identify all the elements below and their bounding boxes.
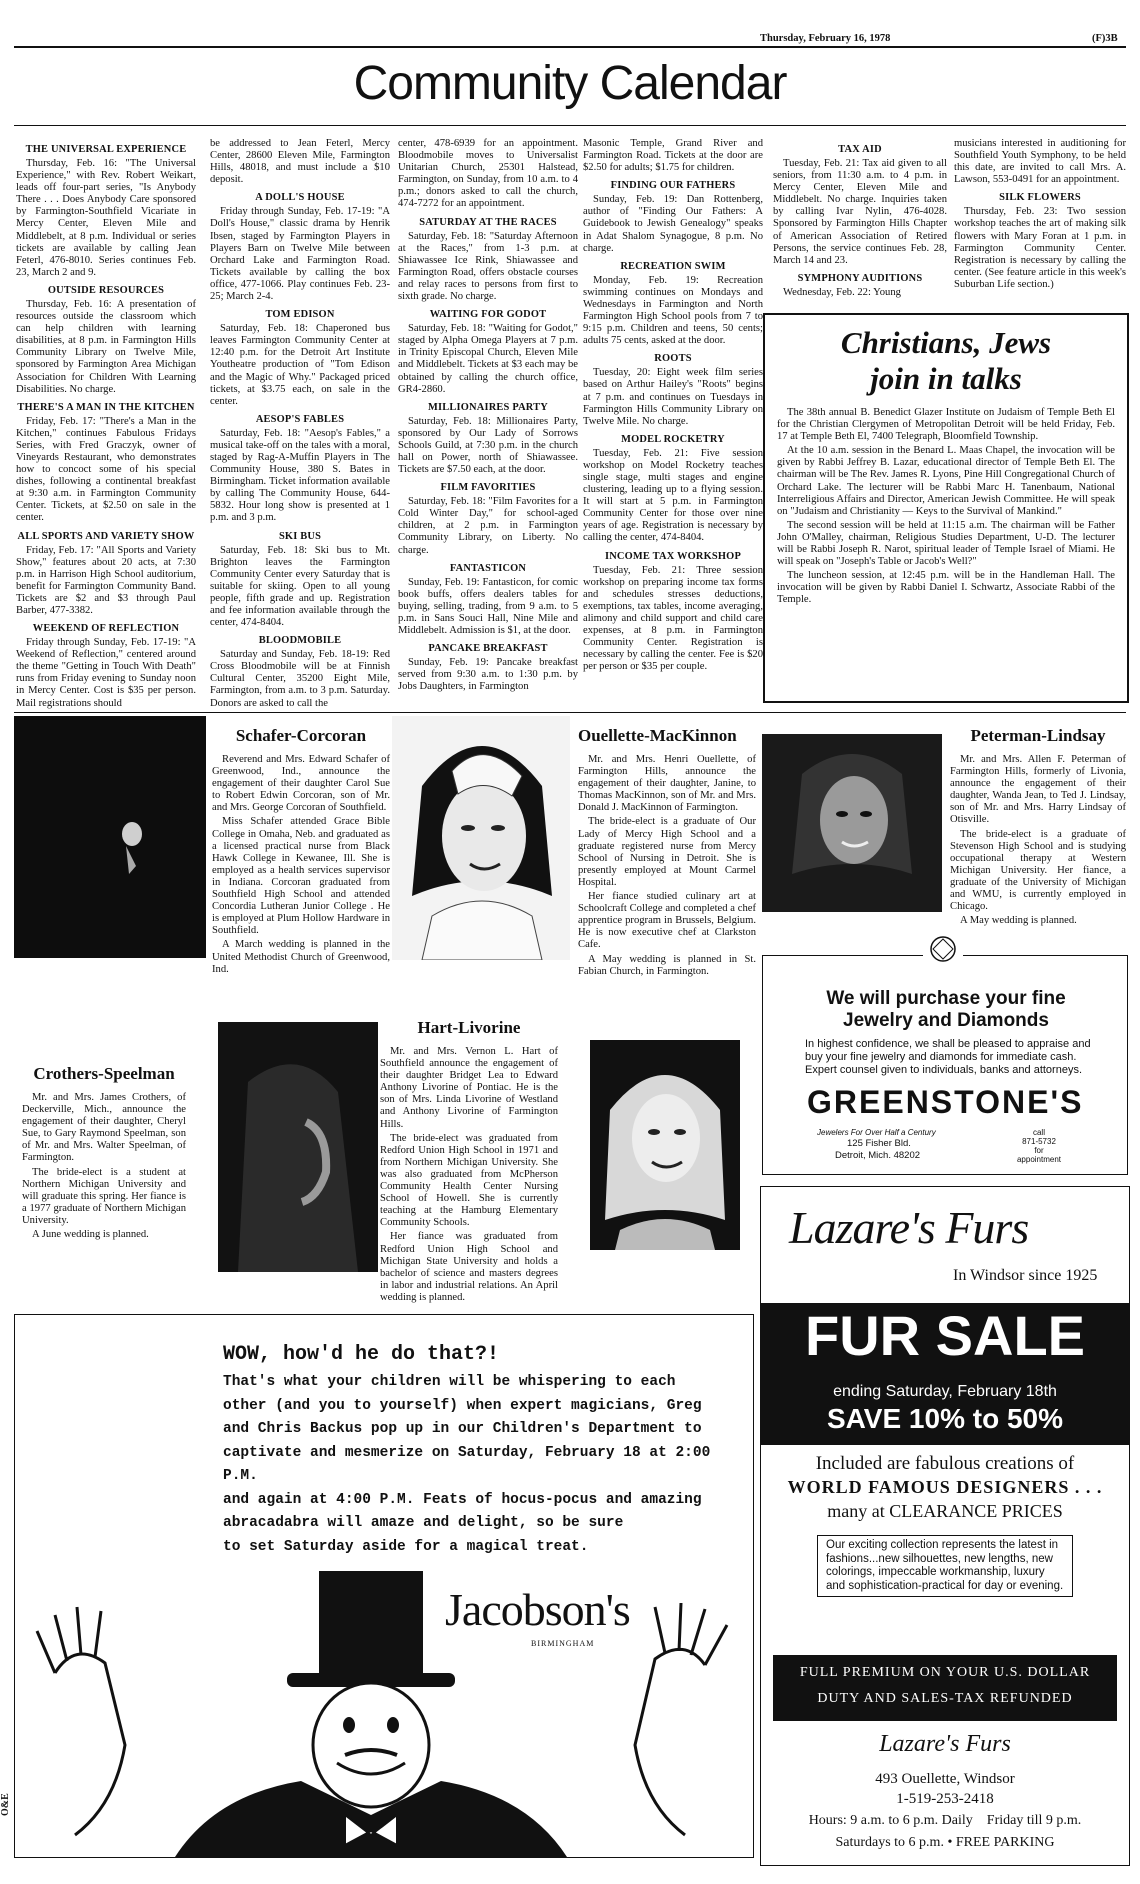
event-title: SILK FLOWERS [999, 192, 1081, 204]
event-title: AESOP'S FABLES [255, 413, 345, 425]
lazares-line-2: WORLD FAMOUS DESIGNERS . . . [787, 1477, 1103, 1497]
event-title: PANCAKE BREAKFAST [428, 643, 548, 655]
jacobsons-city: BIRMINGHAM [531, 1639, 595, 1648]
ouellette-paragraph: Mr. and Mrs. Henri Ouellette, of Farmington Hills, announce the engagement of their daughter, Janine, to Thomas MacKinnon, son of Mr. and Mrs. Donald J. MacKinnon of Farmington. [578, 754, 756, 814]
jacobsons-line: to set Saturday aside for a magical treat. [223, 1538, 589, 1555]
event-title: SKI BUS [278, 530, 322, 542]
event-title: TAX AID [838, 144, 882, 155]
event-title: BLOODMOBILE [258, 635, 342, 647]
ouellette-title: Ouellette-MacKinnon [578, 726, 737, 745]
event-body: Sunday, Feb. 19: Fantasticon, for comic book buffs, offers dealers tables for buying, selling, trading, from 9 a.m. to 5 p.m. in Sans Souci Hall, Nine Mile and Middlebelt. Admission is $1, at the door. [398, 576, 578, 636]
schafer-portrait-image [14, 716, 206, 958]
crothers-paragraph: The bride-elect is a student at Northern Michigan University and will graduate this spring. Her fiance is a 1977 graduate of Northern Michigan University. [22, 1166, 186, 1226]
fur-sale-save: SAVE 10% to 50% [826, 1403, 1064, 1434]
margin-code: O&E [0, 1793, 11, 1816]
calendar-column-5 [773, 138, 947, 301]
crest-icon [923, 934, 963, 964]
event-body: Saturday, Feb. 18: "Waiting for Godot," staged by Alpha Omega Players at 7 p.m. in Trinity Episcopal Church, Eleven Mile and Middlebelt. Tickets at $3 each may be obtained by calling the church office, GR4-2860. [398, 323, 578, 395]
event-title: FINDING OUR FATHERS [610, 180, 736, 192]
premium-line-1: FULL PREMIUM ON YOUR U.S. DOLLAR [799, 1665, 1091, 1680]
event-body: Friday through Sunday, Feb. 17-19: "A Doll's House," classic drama by Henrik Ibsen, staged by Farmington Players in Players Barn on Twelve Mile between Orchard Lake and Farmington Road. Tickets available by calling the box office, 477-1066. Play continues Feb. 23-25; March 2-4. [210, 206, 390, 303]
event-body: Saturday, Feb. 18: "Saturday Afternoon at the Races," from 1-3 p.m. at Shiawassee Ice Rink, Shiawassee and Farmington Road, offers obstacle courses and relay races to persons from first to sixth grade. No charge. [398, 230, 578, 303]
event-body: be addressed to Jean Feterl, Mercy Center, 28600 Eleven Mile, Farmington Hills, 48018, and must include a $10 deposit. [210, 138, 390, 186]
greenstone-call [1009, 1128, 1069, 1164]
event-title: RECREATION SWIM [620, 260, 726, 272]
jacobsons-headline: WOW, how'd he do that?! [223, 1343, 500, 1366]
jacobsons-line: and Chris Backus pop up in our Children's Department to [223, 1421, 702, 1437]
crothers-announcement [22, 1064, 186, 1243]
event-title: MODEL ROCKETRY [621, 433, 725, 445]
lazares-logo: Lazare's Furs [789, 1202, 1029, 1253]
calendar-column-4 [583, 138, 763, 675]
event-title: A DOLL'S HOUSE [255, 192, 345, 204]
lazares-line-1: Included are fabulous creations of [815, 1453, 1075, 1474]
event-body: Friday through Sunday, Feb. 17-19: "A Weekend of Reflection," centered around the theme "Getting in Touch With Death" runs from Friday evening to Sunday noon in Mercy Center. Cost is $35 per person. Mail registrations should [16, 637, 196, 709]
schafer-paragraph: Miss Schafer attended Grace Bible College in Omaha, Neb. and graduated as a licensed practical nurse from Black Hawk College in Kewanee, Ill. She is employed as a health services supervisor in Indiana. Corcoran graduated from Southfield High School and attended Concordia Lutheran Junior College . He is employed at Plum Hollow Hardware in Southfield. [212, 816, 390, 937]
event-body: center, 478-6939 for an appointment. Bloodmobile moves to Universalist Unitarian Church, 25301 Halstead, Farmington, on Sunday, from 10 a.m. to 4 p.m.; donors asked to call the church, 474-7272 for an appointment. [398, 138, 578, 210]
jacobsons-logo: Jacobson's [445, 1584, 630, 1635]
hart-paragraph: Her fiance was graduated from Redford Union High School and Michigan State University and holds a bachelor of science and masters degrees in labor and industrial relations. An April wedding is planned. [380, 1231, 558, 1303]
christians-jews-body [777, 407, 1115, 607]
event-body: Friday, Feb. 17: "All Sports and Variety Show," features about 20 acts, at 7:30 p.m. in Harrison High School auditorium, benefit for Farmington Community Band. Tickets are $2 and $3 through Paul Barber, 477-3382. [16, 544, 196, 616]
event-body: Thursday, Feb. 23: Two session workshop teaches the art of making silk flowers with Mary Foran at 1 p.m. in Farmington Community Center. Registration is necessary by calling the center. (See feature article in this week's Suburban Life section.) [954, 206, 1126, 290]
greenstone-call-4: appointment [1016, 1155, 1062, 1164]
page-number: (F)3B [1092, 33, 1118, 44]
christians-jews-paragraph: The 38th annual B. Benedict Glazer Institute on Judaism of Temple Beth El for the Christian Clergymen of Metropolitan Detroit will be held Friday, Feb. 17 at Temple Beth El, 7400 Telegraph, Bloomfield Township. [777, 407, 1115, 443]
hart-paragraph: Mr. and Mrs. Vernon L. Hart of Southfield announce the engagement of their daughter Bridget Lea to Edward Anthony Livorine of Pontiac. He is the son of Mrs. Linda Livorine of Westland and Anthony Livorine of Farmington Hills. [380, 1046, 558, 1130]
ouellette-paragraph: A May wedding is planned in St. Fabian Church, in Farmington. [578, 953, 756, 977]
hart-portrait-image [590, 1040, 740, 1250]
greenstone-name: GREENSTONE'S [807, 1084, 1084, 1120]
crothers-title: Crothers-Speelman [33, 1064, 175, 1083]
jacobsons-line: captivate and mesmerize on Saturday, February 18 at 2:00 P.M. [223, 1444, 711, 1484]
fur-sale-banner: FUR SALE [805, 1304, 1085, 1367]
hart-paragraph: The bride-elect was graduated from Redford Union High School in 1971 and from Northern Michigan University. She was also graduated from McPherson Community Health Center Nursing School of Howell. She is currently teaching at the Hamburg Elementary Community Schools. [380, 1132, 558, 1229]
crothers-paragraph: A June wedding is planned. [32, 1229, 149, 1241]
title-rule [14, 125, 1126, 126]
event-title: OUTSIDE RESOURCES [47, 284, 165, 296]
crothers-paragraph: Mr. and Mrs. James Crothers, of Deckerville, Mich., announce the engagement of their daughter, Cheryl Sue, to Gary Raymond Speelman, son of Mr. and Mrs. Walter Speelman, of Farmington. [22, 1092, 186, 1164]
peterman-announcement [950, 726, 1126, 929]
hart-announcement [380, 1018, 558, 1306]
event-title: SATURDAY AT THE RACES [419, 216, 557, 228]
jacobsons-body [223, 1371, 743, 1559]
lazares-hours-1: Hours: 9 a.m. to 6 p.m. Daily Friday till 9 p.m. [808, 1813, 1082, 1828]
hart-title: Hart-Livorine [417, 1018, 521, 1037]
event-body: Thursday, Feb. 16: "The Universal Experience," with Rev. Robert Weikart, leads off four-part series, "Is Anybody There . . . Does Anybody Care sponsored by Farmington-Southfield Vicariate in Mercy Center, Eleven Mile and Middlebelt, at 8 p.m. Individual or series tickets are available by calling Jean Feterl, 476-8010. Series continues Feb. 23, March 2 and 9. [16, 158, 196, 278]
masthead-date: Thursday, February 16, 1978 [760, 33, 891, 44]
greenstone-address-2: Detroit, Mich. 48202 [835, 1150, 921, 1161]
fur-sale-ending: ending Saturday, February 18th [833, 1383, 1057, 1400]
schafer-photo [14, 716, 206, 958]
event-body: Friday, Feb. 17: "There's a Man in the Kitchen," continues Fabulous Fridays Series, with Fred Graczyk, owner of Vineyards Restaurant, who demonstrates how to concoct some of his special dishes, following a continental breakfast at 9:30 a.m. in Farmington Community Center. Tickets, at $2.50 on sale in the center. [16, 415, 196, 524]
christians-jews-paragraph: The second session will be held at 11:15 a.m. The chairman will be Father John O'Malley, chairman, Religious Studies Department, U-D. The lecturer will be Rabbi Joseph R. Narot, spiritual leader of Temple Israel of Miami. He will speak on "Joseph's Table or Jacob's Well?" [777, 519, 1115, 568]
calendar-column-6 [954, 138, 1126, 293]
greenstone-headline-2: Jewelry and Diamonds [843, 1010, 1049, 1031]
peterman-paragraph: The bride-elect is a graduate of Stevenson High School and is studying occupational therapy at Western Michigan University. Her fiance, a graduate of the University of Michigan and WMU, is currently employed in Chicago. [950, 828, 1126, 913]
greenstone-call-3: for [1034, 1146, 1044, 1155]
page-title: Community Calendar [353, 57, 787, 110]
event-body: Saturday, Feb. 18: "Aesop's Fables," a musical take-off on the tales with a moral, staged by Rag-A-Muffin Players in The Community House, 380 S. Bates in Birmingham. Ticket information available by calling The Community House, 644-5832. Hour long show is presented at 1 p.m. and 3 p.m. [210, 427, 390, 524]
lazares-phone: 1-519-253-2418 [896, 1791, 994, 1807]
greenstone-call-1: call [1032, 1128, 1045, 1137]
event-body: Sunday, Feb. 19: Pancake breakfast served from 9:30 a.m. to 1:30 p.m. by Jobs Daughters, in Farmington [398, 657, 578, 693]
crothers-photo [218, 1022, 378, 1272]
event-title: THE UNIVERSAL EXPERIENCE [25, 144, 187, 155]
magician-illustration [15, 1545, 753, 1857]
section-rule [14, 712, 1126, 713]
jacobsons-ad [14, 1314, 754, 1858]
event-body: Saturday, Feb. 18: Millionaires Party, sponsored by Our Lady of Sorrows Schools Guild, at 7:30 p.m. in the church hall on Power, north of Shiawassee. Tickets are $7.50 each, at the door. [398, 415, 578, 476]
greenstone-body: In highest confidence, we shall be pleased to appraise and buy your fine jewelry and diamonds for immediate cash. Expert counsel given to individuals, banks and attorneys. [805, 1038, 1091, 1076]
christians-jews-paragraph: The luncheon session, at 12:45 p.m. will be in the Handleman Hall. The invocation will be given by Rabbi Daniel I. Schwartz, Associate Rabbi of the Temple. [777, 570, 1115, 606]
schafer-title: Schafer-Corcoran [235, 726, 367, 745]
event-body: Wednesday, Feb. 22: Young [783, 286, 901, 298]
event-body: Saturday, Feb. 18: Ski bus to Mt. Brighton leaves the Farmington Community Center every Saturday that is suitable for skiing. Open to all young people, fifth grade and up. Registration and fee information available through the center, 474-8404. [210, 544, 390, 629]
event-title: INCOME TAX WORKSHOP [604, 550, 741, 562]
lazares-since: In Windsor since 1925 [953, 1267, 1098, 1284]
christians-jews-box [763, 313, 1129, 703]
calendar-column-1 [16, 138, 196, 712]
premium-line-2: DUTY AND SALES-TAX REFUNDED [817, 1691, 1073, 1706]
ouellette-paragraph: The bride-elect is a graduate of Our Lady of Mercy High School and a graduate registered nurse from Mercy School of Nursing in Detroit. She is presently employed at Mount Carmel Hospital. [578, 816, 756, 888]
schafer-paragraph: Reverend and Mrs. Edward Schafer of Greenwood, Ind., announce the engagement of their daughter Carol Sue to Robert Edwin Corcoran, son of Mr. and Mrs. George Corcoran of Southfield. [212, 754, 390, 814]
schafer-announcement [212, 726, 390, 978]
greenstone-tagline: Jewelers For Over Half a Century [817, 1128, 936, 1137]
jacobsons-line: abracadabra will amaze and delight, so be sure [223, 1515, 624, 1531]
jacobsons-line: That's what your children will be whispering to each [223, 1374, 676, 1390]
event-title: THERE'S A MAN IN THE KITCHEN [17, 401, 195, 413]
ouellette-photo [392, 716, 570, 960]
greenstone-call-2: 871-5732 [1022, 1137, 1056, 1146]
calendar-column-2 [210, 138, 390, 712]
lazares-address: 493 Ouellette, Windsor [875, 1771, 1015, 1787]
event-body: Sunday, Feb. 19: Dan Rottenberg, author of "Finding Our Fathers: A Guidebook to Jewish Genealogy" speaks in Adat Shalom Synagogue, 8 p.m. No charge. [583, 194, 763, 254]
peterman-portrait-image [762, 734, 942, 912]
event-title: TOM EDISON [265, 309, 335, 321]
lazares-line-3: many at CLEARANCE PRICES [827, 1501, 1063, 1521]
event-body: Saturday, Feb. 18: Chaperoned bus leaves Farmington Community Center at 12:40 p.m. for the Detroit Art Institute Youtheatre production of "Tom Edison and the Magic of Why." Packaged priced tickets, at $3.75 each, on sale in the center. [210, 323, 390, 407]
event-title: SYMPHONY AUDITIONS [797, 272, 923, 284]
event-title: WAITING FOR GODOT [429, 309, 547, 321]
lazares-hours-2: Saturdays to 6 p.m. • FREE PARKING [835, 1835, 1055, 1850]
event-body: Thursday, Feb. 16: A presentation of resources outside the classroom which can help children with learning disabilities, at 8 p.m. in Farmington Hills Community Library on Twelve Mile, sponsored by Farmington Area Michigan Association for Children With Learning Disabilities. No charge. [16, 298, 196, 395]
lazares-ad [760, 1186, 1130, 1866]
event-title: FILM FAVORITIES [440, 482, 536, 494]
jacobsons-line: other (and you to yourself) when expert magicians, Greg [223, 1397, 702, 1414]
event-title: ALL SPORTS AND VARIETY SHOW [17, 530, 195, 542]
lazares-logo-small: Lazare's Furs [879, 1731, 1011, 1757]
christians-jews-paragraph: At the 10 a.m. session in the Benard L. Maas Chapel, the invocation will be given by Rabbi Jeffrey B. Lazar, educational director of Temple Beth El. The chairman will be The Rev. James R. Lyons, Pine Hill Congregational Church of Orchard Lake. The lecturer will be Rabbi Marc H. Tanenbaum, National Interreligious Affairs and Director, American Jewish Committee. He will speak on "Judaism and Christianity — Keys to the Survival of Mankind." [777, 445, 1115, 517]
greenstone-address-1: 125 Fisher Bld. [847, 1138, 911, 1149]
event-body: Tuesday, Feb. 21: Tax aid given to all seniors, from 11:30 a.m. to 4 p.m. in Mercy Center, Eleven Mile and Middlebelt. No charge. Inquiries taken by calling Ivar Nylin, 476-4028. Sponsored by Farmington Hills Chapter of American Association of Retired Persons, the service continues Feb. 28, March 14 and 23. [773, 158, 947, 266]
crothers-portrait-image [218, 1022, 378, 1272]
event-title: FANTASTICON [449, 562, 527, 574]
jacobsons-line: and again at 4:00 P.M. Feats of hocus-pocus and amazing [223, 1491, 702, 1508]
event-body: Tuesday, Feb. 21: Three session workshop on preparing income tax forms and schedules stresses deductions, exemptions, tax tables, income averaging, alimony and child support and child care expenses, at 8 p.m. in Farmington Community Center. Registration is necessary by calling the center. Fee is $20 per person or $35 per couple. [583, 564, 763, 673]
event-title: ROOTS [654, 353, 692, 365]
event-body: Tuesday, Feb. 21: Five session workshop on Model Rocketry teaches single stage, multi stages and engine clustering, leading up to a flying session. It will start at 5 p.m. in Farmington Community Center for those over nine years of age. Registration is necessary by calling the center, 474-8404. [583, 447, 763, 544]
peterman-title: Peterman-Lindsay [970, 726, 1106, 745]
schafer-paragraph: A March wedding is planned in the United Methodist Church of Greenwood, Ind. [212, 939, 390, 975]
christians-jews-headline: Christians, Jews join in talks [840, 325, 1052, 396]
peterman-paragraph: A May wedding is planned. [960, 915, 1077, 927]
event-body: Saturday and Sunday, Feb. 18-19: Red Cross Bloodmobile will be at Finnish Cultural Center, 35200 Eight Mile, Farmington, from a.m. to 3 p.m. Saturday. Donors are asked to call the [210, 649, 390, 709]
ouellette-paragraph: Her fiance studied culinary art at Schoolcraft College and completed a chef apprentice program in Brussels, Belgium. He is now executive chef at Clarkston Cafe. [578, 891, 756, 951]
peterman-photo [762, 734, 942, 912]
event-body: Monday, Feb. 19: Recreation swimming continues on Mondays and Wednesdays in Farmington and North Farmington High School pools from 7 to 9:15 p.m. Children and teens, 50 cents; adults 75 cents, asked at the door. [583, 274, 763, 347]
event-body: Tuesday, 20: Eight week film series based on Arthur Hailey's "Roots" begins at 7 p.m. and continues on Tuesdays in Farmington Hills Community Library on Twelve Mile. No charge. [583, 367, 763, 427]
hart-photo [590, 1040, 740, 1250]
ouellette-announcement [578, 726, 756, 980]
header-rule [14, 46, 1126, 48]
ouellette-portrait-image [392, 716, 570, 960]
peterman-paragraph: Mr. and Mrs. Allen F. Peterman of Farmington Hills, formerly of Livonia, announce the engagement of their daughter, Wanda Jean, to Ted J. Lindsay, son of Mr. and Mrs. Harry Lindsay of Otisville. [950, 754, 1126, 826]
event-body: musicians interested in auditioning for Southfield Youth Symphony, to be held this date, are invited to call Mrs. A. Lawson, 553-0491 for an appointment. [954, 138, 1126, 186]
event-title: WEEKEND OF REFLECTION [32, 623, 180, 635]
calendar-column-3 [398, 138, 578, 695]
greenstone-ad [762, 955, 1128, 1175]
event-body: Masonic Temple, Grand River and Farmington Road. Tickets at the door are $2.50 for adults; $1.75 for children. [583, 138, 763, 174]
event-title: MILLIONAIRES PARTY [428, 401, 548, 413]
lazares-collection-box: Our exciting collection represents the latest in fashions...new silhouettes, new lengths, new colorings, impeccable workmanship, luxury and sophistication-practical for day or evening. [817, 1535, 1073, 1597]
event-body: Saturday, Feb. 18: "Film Favorites for a Cold Winter Day," for school-aged children, at 2 p.m. in Farmington Community Library, on Liberty. No charge. [398, 496, 578, 556]
greenstone-headline-1: We will purchase your fine [826, 988, 1066, 1009]
